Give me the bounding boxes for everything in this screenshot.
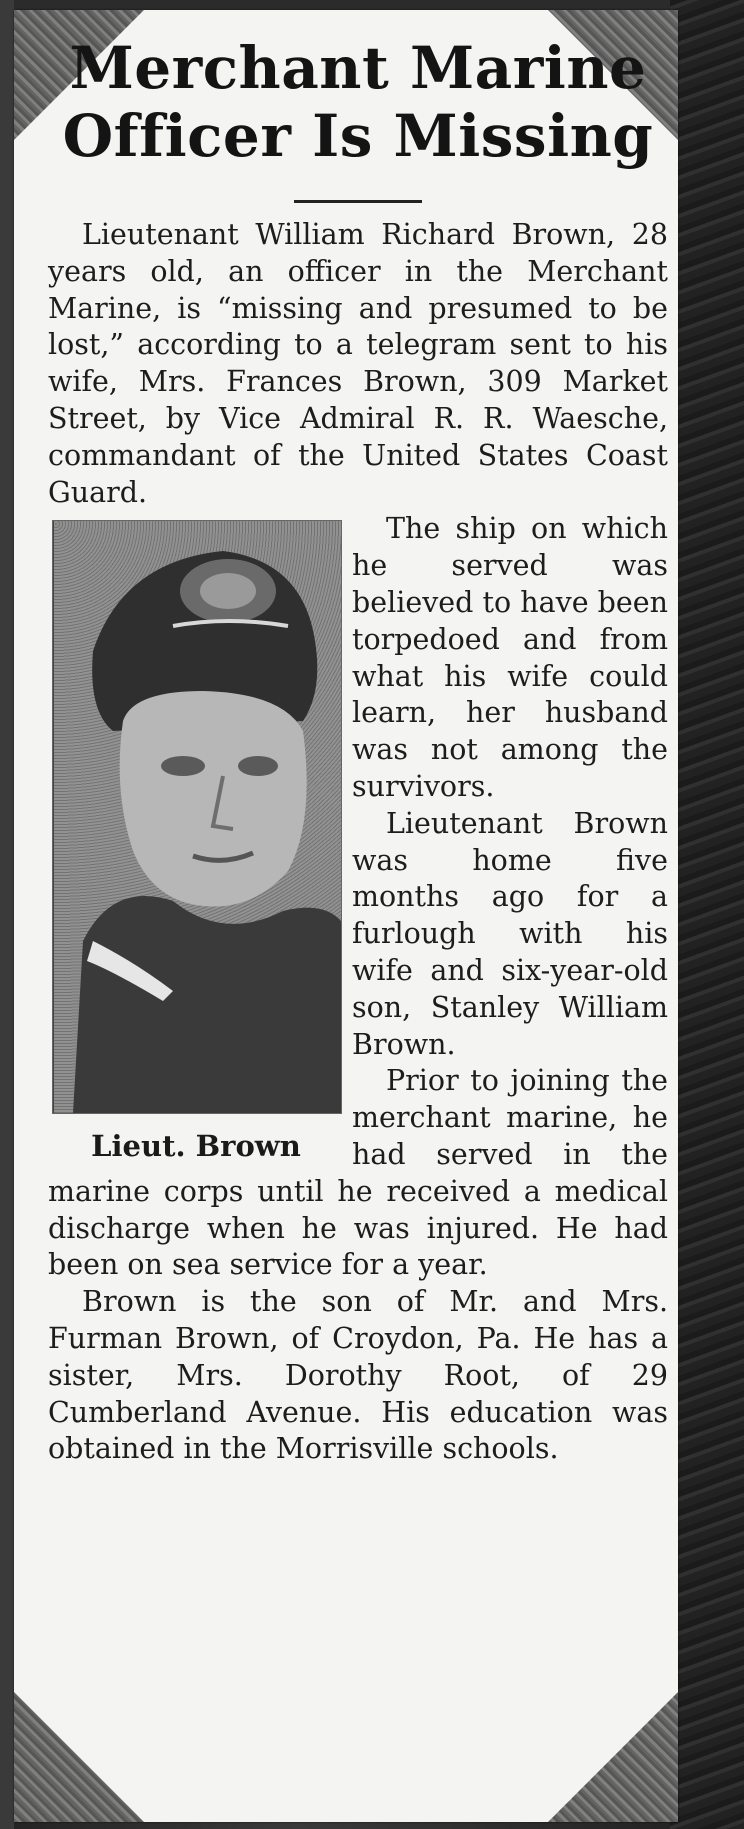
headline-divider bbox=[294, 200, 422, 203]
paragraph-3-text: Lieutenant Brown was home five months ago for a furlough with his wife and six-year-old son, Stanley William Brown. bbox=[352, 806, 668, 1061]
paragraph-4-text: Prior to joining the merchant marine, he had served in the marine corps until he received a medical discharge when he was injured. He had been on sea service for a year. bbox=[48, 1064, 668, 1282]
headline bbox=[48, 34, 668, 170]
album-page-edge-right bbox=[670, 0, 744, 1829]
newspaper-clipping bbox=[14, 10, 678, 1822]
portrait-figure bbox=[52, 520, 340, 1166]
photo-corner-mount-bottom-right bbox=[548, 1692, 678, 1822]
article-column bbox=[48, 34, 668, 1468]
photo-caption: Lieut. Brown bbox=[91, 1129, 301, 1164]
paragraph-5-text: Brown is the son of Mr. and Mrs. Furman Brown, of Croydon, Pa. He has a sister, Mrs. Dorothy Root, of 29 Cumberland Avenue. His education was obtained in the Morrisville schools. bbox=[48, 1285, 668, 1466]
portrait-photo bbox=[52, 520, 342, 1114]
headline-line-2: Officer Is Missing bbox=[62, 102, 654, 170]
portrait-illustration bbox=[53, 521, 341, 1113]
paragraph-5 bbox=[48, 1284, 668, 1468]
paragraph-2-text: The ship on which he served was believed to have been torpedoed and from what his wife could learn, her husband was not among the survivors. bbox=[352, 512, 668, 803]
photo-corner-mount-bottom-left bbox=[14, 1692, 144, 1822]
paragraph-1 bbox=[48, 217, 668, 511]
paragraph-1-text: Lieutenant William Richard Brown, 28 years old, an officer in the Merchant Marine, is “missing and presumed to be lost,” according to a telegram sent to his wife, Mrs. Frances Brown, 309 Market Street, by Vice Admiral R. R. Waesche, commandant of the United States Coast Guard. bbox=[48, 218, 668, 509]
headline-line-1: Merchant Marine bbox=[69, 34, 647, 102]
album-page-edge-left bbox=[0, 0, 14, 1829]
